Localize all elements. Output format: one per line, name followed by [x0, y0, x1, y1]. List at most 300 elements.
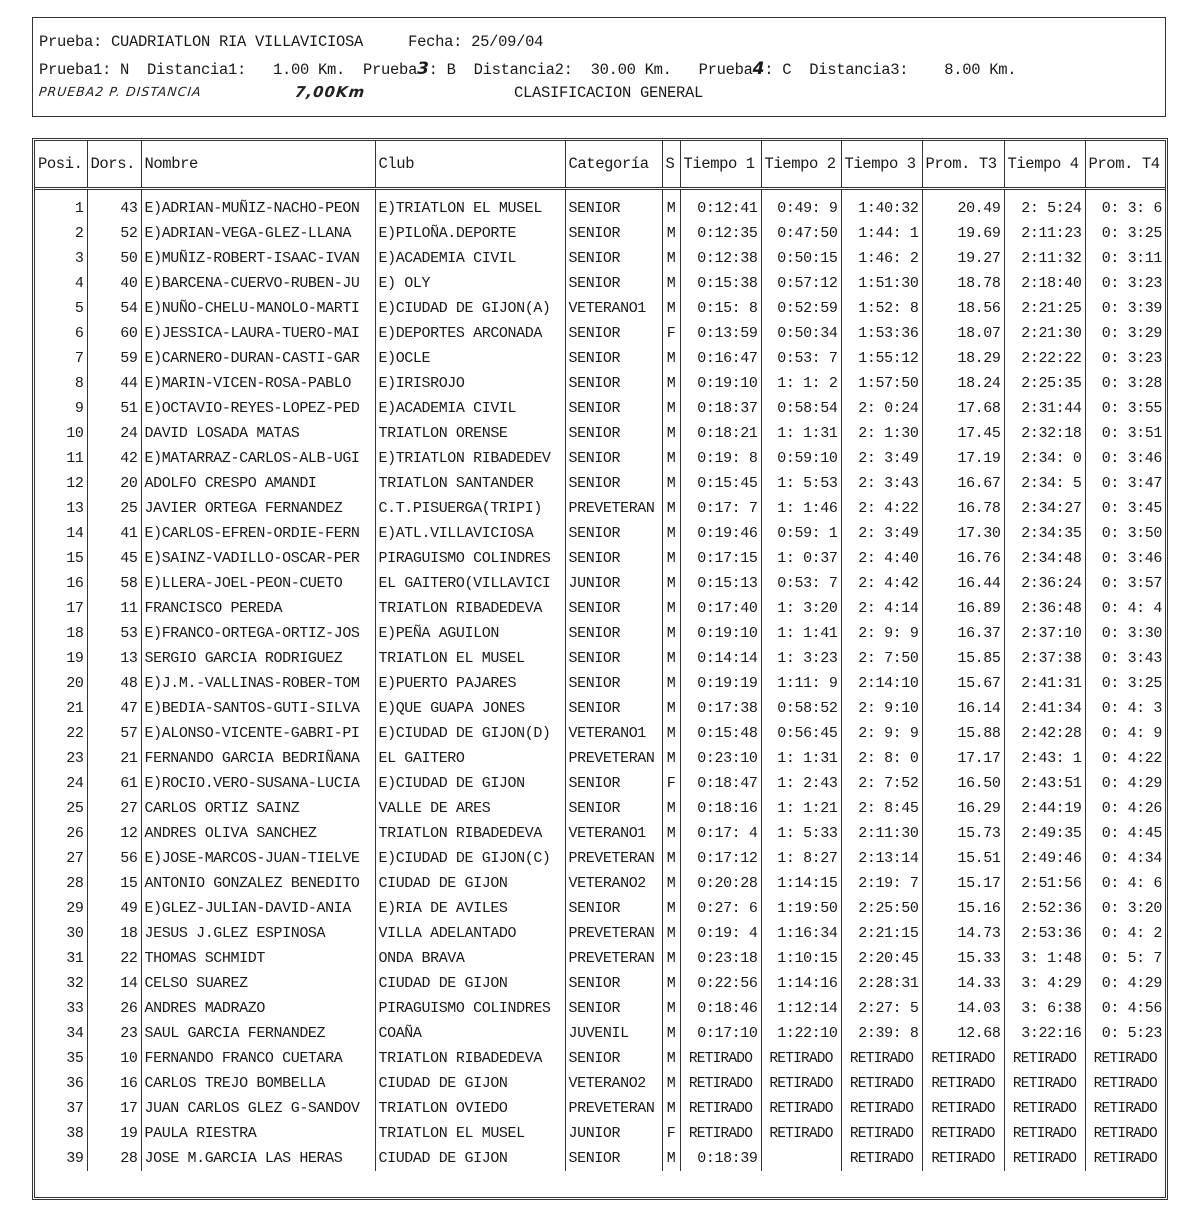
time4-cell: RETIRADO [1004, 1071, 1085, 1096]
sex-cell: M [662, 671, 680, 696]
category-cell: VETERANO2 [565, 871, 662, 896]
time2-cell: 1: 1: 2 [761, 371, 841, 396]
prueba1-distance: Prueba1: N Distancia1: 1.00 Km. Prueba [39, 61, 418, 79]
name-cell: E)J.M.-VALLINAS-ROBER-TOM [141, 671, 375, 696]
club-cell: E)OCLE [375, 346, 565, 371]
name-cell: CARLOS ORTIZ SAINZ [141, 796, 375, 821]
time4-cell: 2:18:40 [1004, 271, 1085, 296]
position-cell: 9 [35, 396, 87, 421]
time3-cell: 2: 0:24 [841, 396, 922, 421]
time2-cell: 1: 2:43 [761, 771, 841, 796]
handwritten-distance: 7,00Km [294, 83, 367, 101]
bib-cell: 42 [87, 446, 141, 471]
category-cell: SENIOR [565, 896, 662, 921]
time3-cell: 2: 7:52 [841, 771, 922, 796]
name-cell: DAVID LOSADA MATAS [141, 421, 375, 446]
column-header: Club [375, 141, 565, 189]
table-row [35, 546, 1165, 571]
sex-cell: M [662, 996, 680, 1021]
table-header-row [35, 141, 1165, 189]
club-cell: EL GAITERO [375, 746, 565, 771]
time4-cell: 2:51:56 [1004, 871, 1085, 896]
category-cell: VETERANO1 [565, 821, 662, 846]
time1-cell: 0:19:10 [680, 621, 761, 646]
time4-cell: 3:22:16 [1004, 1021, 1085, 1046]
avg3-cell: 15.51 [922, 846, 1004, 871]
position-cell: 18 [35, 621, 87, 646]
table-row [35, 721, 1165, 746]
avg4-cell: 0: 4: 2 [1101, 925, 1162, 942]
category-cell: VETERANO1 [565, 296, 662, 321]
club-cell: E)QUE GUAPA JONES [375, 696, 565, 721]
club-cell: TRIATLON RIBADEDEVA [375, 1046, 565, 1071]
sex-cell: M [662, 446, 680, 471]
table-row [35, 646, 1165, 671]
time1-cell: 0:13:59 [680, 321, 761, 346]
sex-cell: F [662, 321, 680, 346]
name-cell: JOSE M.GARCIA LAS HERAS [141, 1146, 375, 1171]
table-row [35, 496, 1165, 521]
position-cell: 21 [35, 696, 87, 721]
time4-cell: 2:11:32 [1004, 246, 1085, 271]
avg3-cell: 16.14 [922, 696, 1004, 721]
avg4-cell: 0: 4: 6 [1101, 875, 1162, 892]
time2-cell: 1: 8:27 [761, 846, 841, 871]
bib-cell: 48 [87, 671, 141, 696]
time1-cell: 0:15: 8 [680, 296, 761, 321]
avg4-cell: 0: 3:57 [1101, 575, 1162, 592]
avg4-cell: RETIRADO [1093, 1075, 1157, 1092]
time1-cell: 0:23:10 [680, 746, 761, 771]
time3-cell: RETIRADO [841, 1121, 922, 1146]
sex-cell: M [662, 296, 680, 321]
time4-cell: 3: 1:48 [1004, 946, 1085, 971]
table-row [35, 621, 1165, 646]
time3-cell: 2:25:50 [841, 896, 922, 921]
position-cell: 35 [35, 1046, 87, 1071]
time3-cell: 2: 9:10 [841, 696, 922, 721]
table-row [35, 521, 1165, 546]
sex-cell: M [662, 421, 680, 446]
time4-cell: 2:52:36 [1004, 896, 1085, 921]
table-row [35, 221, 1165, 246]
name-cell: JUAN CARLOS GLEZ G-SANDOV [141, 1096, 375, 1121]
time4-cell: 2:37:38 [1004, 646, 1085, 671]
table-row [35, 946, 1165, 971]
name-cell: JESUS J.GLEZ ESPINOSA [141, 921, 375, 946]
time3-cell: 2: 8: 0 [841, 746, 922, 771]
results-body [35, 189, 1165, 1172]
position-cell: 15 [35, 546, 87, 571]
club-cell: E)PEÑA AGUILON [375, 621, 565, 646]
time1-cell: 0:19:10 [680, 371, 761, 396]
club-cell: C.T.PISUERGA(TRIPI) [375, 496, 565, 521]
table-row [35, 596, 1165, 621]
name-cell: E)MARIN-VICEN-ROSA-PABLO [141, 371, 375, 396]
column-header: Dors. [87, 141, 141, 189]
time2-cell: 1:22:10 [761, 1021, 841, 1046]
position-cell: 8 [35, 371, 87, 396]
avg3-cell: 15.67 [922, 671, 1004, 696]
club-cell: E)PUERTO PAJARES [375, 671, 565, 696]
category-cell: SENIOR [565, 246, 662, 271]
name-cell: E)NUÑO-CHELU-MANOLO-MARTI [141, 296, 375, 321]
position-cell: 37 [35, 1096, 87, 1121]
position-cell: 29 [35, 896, 87, 921]
time3-cell: 1:53:36 [841, 321, 922, 346]
table-row [35, 996, 1165, 1021]
avg4-cell: RETIRADO [1093, 1050, 1157, 1067]
table-row [35, 821, 1165, 846]
position-cell: 7 [35, 346, 87, 371]
sex-cell: M [662, 396, 680, 421]
time4-cell: 2:53:36 [1004, 921, 1085, 946]
time2-cell: 0:59: 1 [761, 521, 841, 546]
category-cell: SENIOR [565, 471, 662, 496]
time3-cell: 2: 9: 9 [841, 621, 922, 646]
category-cell: PREVETERAN [565, 846, 662, 871]
time3-cell: 2: 1:30 [841, 421, 922, 446]
bib-cell: 21 [87, 746, 141, 771]
avg3-cell: 17.30 [922, 521, 1004, 546]
time2-cell: 0:52:59 [761, 296, 841, 321]
category-cell: PREVETERAN [565, 496, 662, 521]
time4-cell: 2:36:48 [1004, 596, 1085, 621]
time2-cell: 1: 3:20 [761, 596, 841, 621]
time2-cell: 0:53: 7 [761, 346, 841, 371]
sex-cell: M [662, 621, 680, 646]
name-cell: E)CARLOS-EFREN-ORDIE-FERN [141, 521, 375, 546]
category-cell: SENIOR [565, 771, 662, 796]
category-cell: SENIOR [565, 346, 662, 371]
time3-cell: 2: 4:42 [841, 571, 922, 596]
category-cell: SENIOR [565, 396, 662, 421]
avg4-cell: 0: 3: 6 [1101, 200, 1162, 217]
avg4-cell: 0: 3:23 [1101, 350, 1162, 367]
time2-cell: RETIRADO [761, 1121, 841, 1146]
club-cell: E)ACADEMIA CIVIL [375, 246, 565, 271]
time2-cell: 1: 0:37 [761, 546, 841, 571]
bib-cell: 44 [87, 371, 141, 396]
sex-cell: M [662, 196, 680, 221]
bib-cell: 60 [87, 321, 141, 346]
name-cell: ANDRES MADRAZO [141, 996, 375, 1021]
avg4-cell: 0: 3:39 [1101, 300, 1162, 317]
avg4-cell: 0: 3:25 [1101, 225, 1162, 242]
name-cell: THOMAS SCHMIDT [141, 946, 375, 971]
time4-cell: 2:34: 0 [1004, 446, 1085, 471]
avg4-cell: 0: 3:20 [1101, 900, 1162, 917]
table-row [35, 571, 1165, 596]
column-header: Tiempo 2 [761, 141, 841, 189]
bib-cell: 43 [87, 196, 141, 221]
table-row [35, 321, 1165, 346]
club-cell: E)PILOÑA.DEPORTE [375, 221, 565, 246]
time3-cell: RETIRADO [841, 1046, 922, 1071]
time1-cell: 0:22:56 [680, 971, 761, 996]
club-cell: E)CIUDAD DE GIJON(D) [375, 721, 565, 746]
table-row [35, 746, 1165, 771]
time3-cell: 2: 4:40 [841, 546, 922, 571]
time4-cell: 2:34: 5 [1004, 471, 1085, 496]
time4-cell: 2: 5:24 [1004, 196, 1085, 221]
time3-cell: 2:28:31 [841, 971, 922, 996]
time4-cell: 2:21:30 [1004, 321, 1085, 346]
bib-cell: 54 [87, 296, 141, 321]
time1-cell: 0:17:10 [680, 1021, 761, 1046]
bib-cell: 15 [87, 871, 141, 896]
time1-cell: 0:12:38 [680, 246, 761, 271]
time1-cell: RETIRADO [680, 1121, 761, 1146]
club-cell: CIUDAD DE GIJON [375, 1071, 565, 1096]
time1-cell: 0:14:14 [680, 646, 761, 671]
table-row [35, 1146, 1165, 1171]
table-row [35, 1096, 1165, 1121]
name-cell: ANTONIO GONZALEZ BENEDITO [141, 871, 375, 896]
bib-cell: 28 [87, 1146, 141, 1171]
time3-cell: 2: 3:49 [841, 521, 922, 546]
club-cell: ONDA BRAVA [375, 946, 565, 971]
sex-cell: M [662, 571, 680, 596]
time1-cell: RETIRADO [680, 1046, 761, 1071]
position-cell: 26 [35, 821, 87, 846]
time2-cell: 1: 5:53 [761, 471, 841, 496]
time4-cell: 2:34:27 [1004, 496, 1085, 521]
club-cell: E)CIUDAD DE GIJON(C) [375, 846, 565, 871]
time4-cell: 2:44:19 [1004, 796, 1085, 821]
name-cell: E)ROCIO.VERO-SUSANA-LUCIA [141, 771, 375, 796]
name-cell: E)OCTAVIO-REYES-LOPEZ-PED [141, 396, 375, 421]
category-cell: PREVETERAN [565, 746, 662, 771]
time3-cell: RETIRADO [841, 1146, 922, 1171]
position-cell: 28 [35, 871, 87, 896]
avg4-cell: 0: 3:45 [1101, 500, 1162, 517]
position-cell: 10 [35, 421, 87, 446]
race-title-line: Prueba: CUADRIATLON RIA VILLAVICIOSA Fecha: 25/09/04 [39, 33, 544, 51]
avg4-cell: 0: 4:22 [1101, 750, 1162, 767]
avg3-cell: 19.27 [922, 246, 1004, 271]
time4-cell: 2:49:46 [1004, 846, 1085, 871]
race-distances-line [39, 59, 1016, 79]
avg3-cell: 17.19 [922, 446, 1004, 471]
time1-cell: 0:17:38 [680, 696, 761, 721]
time4-cell: 2:34:35 [1004, 521, 1085, 546]
position-cell: 36 [35, 1071, 87, 1096]
avg3-cell: 18.07 [922, 321, 1004, 346]
bib-cell: 12 [87, 821, 141, 846]
time4-cell: 2:41:31 [1004, 671, 1085, 696]
avg3-cell: 17.68 [922, 396, 1004, 421]
position-cell: 6 [35, 321, 87, 346]
category-cell: SENIOR [565, 796, 662, 821]
category-cell: SENIOR [565, 371, 662, 396]
time1-cell: RETIRADO [680, 1071, 761, 1096]
bib-cell: 18 [87, 921, 141, 946]
avg4-cell: 0: 4:56 [1101, 1000, 1162, 1017]
time1-cell: 0:23:18 [680, 946, 761, 971]
time2-cell: 0:47:50 [761, 221, 841, 246]
table-row [35, 196, 1165, 221]
table-row [35, 896, 1165, 921]
name-cell: SAUL GARCIA FERNANDEZ [141, 1021, 375, 1046]
avg4-cell: 0: 4: 4 [1101, 600, 1162, 617]
column-header: Tiempo 1 [680, 141, 761, 189]
sex-cell: M [662, 1021, 680, 1046]
club-cell: CIUDAD DE GIJON [375, 871, 565, 896]
time4-cell: RETIRADO [1004, 1121, 1085, 1146]
category-cell: SENIOR [565, 621, 662, 646]
table-row [35, 696, 1165, 721]
time1-cell: 0:18:47 [680, 771, 761, 796]
time3-cell: 2: 3:49 [841, 446, 922, 471]
category-cell: JUVENIL [565, 1021, 662, 1046]
time4-cell: 2:22:22 [1004, 346, 1085, 371]
prueba2-distance: : B Distancia2: 30.00 Km. Prueba [428, 61, 753, 79]
club-cell: E)ACADEMIA CIVIL [375, 396, 565, 421]
time4-cell: RETIRADO [1004, 1096, 1085, 1121]
bib-cell: 41 [87, 521, 141, 546]
name-cell: FRANCISCO PEREDA [141, 596, 375, 621]
category-cell: VETERANO1 [565, 721, 662, 746]
time2-cell: 1: 5:33 [761, 821, 841, 846]
name-cell: ADOLFO CRESPO AMANDI [141, 471, 375, 496]
bib-cell: 22 [87, 946, 141, 971]
position-cell: 1 [35, 196, 87, 221]
sex-cell: M [662, 221, 680, 246]
position-cell: 39 [35, 1146, 87, 1171]
name-cell: E)CARNERO-DURAN-CASTI-GAR [141, 346, 375, 371]
avg4-cell: 0: 4: 3 [1101, 700, 1162, 717]
sex-cell: M [662, 496, 680, 521]
club-cell: EL GAITERO(VILLAVICI [375, 571, 565, 596]
prueba4-number: 4 [752, 59, 765, 79]
time2-cell: 1:16:34 [761, 921, 841, 946]
position-cell: 22 [35, 721, 87, 746]
category-cell: JUNIOR [565, 571, 662, 596]
time2-cell: 1: 1:31 [761, 421, 841, 446]
avg3-cell: 18.56 [922, 296, 1004, 321]
name-cell: E)MUÑIZ-ROBERT-ISAAC-IVAN [141, 246, 375, 271]
sex-cell: M [662, 1046, 680, 1071]
bib-cell: 24 [87, 421, 141, 446]
avg3-cell: 18.24 [922, 371, 1004, 396]
club-cell: E)RIA DE AVILES [375, 896, 565, 921]
sex-cell: M [662, 1071, 680, 1096]
position-cell: 30 [35, 921, 87, 946]
category-cell: SENIOR [565, 971, 662, 996]
time1-cell: 0:19:46 [680, 521, 761, 546]
club-cell: TRIATLON EL MUSEL [375, 646, 565, 671]
avg4-cell: 0: 4:45 [1101, 825, 1162, 842]
name-cell: PAULA RIESTRA [141, 1121, 375, 1146]
time2-cell: RETIRADO [761, 1046, 841, 1071]
club-cell: TRIATLON OVIEDO [375, 1096, 565, 1121]
sex-cell: M [662, 1096, 680, 1121]
time1-cell: 0:27: 6 [680, 896, 761, 921]
bib-cell: 59 [87, 346, 141, 371]
time4-cell: 3: 6:38 [1004, 996, 1085, 1021]
avg4-cell: 0: 4:34 [1101, 850, 1162, 867]
avg3-cell: 18.78 [922, 271, 1004, 296]
avg3-cell: 20.49 [922, 196, 1004, 221]
category-cell: SENIOR [565, 271, 662, 296]
time2-cell: 0:58:52 [761, 696, 841, 721]
time2-cell: 1: 1:21 [761, 796, 841, 821]
position-cell: 27 [35, 846, 87, 871]
avg4-cell: 0: 3:43 [1101, 650, 1162, 667]
position-cell: 13 [35, 496, 87, 521]
position-cell: 38 [35, 1121, 87, 1146]
name-cell: JAVIER ORTEGA FERNANDEZ [141, 496, 375, 521]
sex-cell: F [662, 771, 680, 796]
table-row [35, 796, 1165, 821]
category-cell: SENIOR [565, 196, 662, 221]
name-cell: E)LLERA-JOEL-PEON-CUETO [141, 571, 375, 596]
time2-cell: 0:56:45 [761, 721, 841, 746]
club-cell: E)TRIATLON RIBADEDEV [375, 446, 565, 471]
results-table-frame [32, 138, 1168, 1200]
time3-cell: 1:55:12 [841, 346, 922, 371]
time1-cell: 0:19: 8 [680, 446, 761, 471]
time1-cell: 0:15:38 [680, 271, 761, 296]
time2-cell: 0:50:15 [761, 246, 841, 271]
position-cell: 2 [35, 221, 87, 246]
table-row [35, 296, 1165, 321]
club-cell: TRIATLON RIBADEDEVA [375, 821, 565, 846]
time3-cell: 1:52: 8 [841, 296, 922, 321]
time4-cell: 2:11:23 [1004, 221, 1085, 246]
name-cell: CELSO SUAREZ [141, 971, 375, 996]
bib-cell: 10 [87, 1046, 141, 1071]
position-cell: 24 [35, 771, 87, 796]
name-cell: E)ADRIAN-MUÑIZ-NACHO-PEON [141, 196, 375, 221]
avg3-cell: RETIRADO [922, 1071, 1004, 1096]
name-cell: E)GLEZ-JULIAN-DAVID-ANIA [141, 896, 375, 921]
avg3-cell: RETIRADO [922, 1096, 1004, 1121]
position-cell: 33 [35, 996, 87, 1021]
bib-cell: 47 [87, 696, 141, 721]
avg3-cell: 14.33 [922, 971, 1004, 996]
club-cell: TRIATLON ORENSE [375, 421, 565, 446]
time2-cell: 0:53: 7 [761, 571, 841, 596]
avg3-cell: 16.67 [922, 471, 1004, 496]
time1-cell: 0:19:19 [680, 671, 761, 696]
bib-cell: 11 [87, 596, 141, 621]
avg4-cell: 0: 3:11 [1101, 250, 1162, 267]
table-row [35, 1071, 1165, 1096]
category-cell: VETERANO2 [565, 1071, 662, 1096]
table-row [35, 921, 1165, 946]
avg3-cell: 15.85 [922, 646, 1004, 671]
time1-cell: 0:17: 4 [680, 821, 761, 846]
avg4-cell: RETIRADO [1093, 1100, 1157, 1117]
column-header: Posi. [35, 141, 87, 189]
prueba3-number: 3 [417, 59, 429, 79]
time3-cell: 2:20:45 [841, 946, 922, 971]
time3-cell: 2: 7:50 [841, 646, 922, 671]
column-header: Categoría [565, 141, 662, 189]
time2-cell: 1:14:15 [761, 871, 841, 896]
avg4-cell: 0: 4: 9 [1101, 725, 1162, 742]
bib-cell: 61 [87, 771, 141, 796]
position-cell: 3 [35, 246, 87, 271]
club-cell: E)IRISROJO [375, 371, 565, 396]
sex-cell: M [662, 746, 680, 771]
name-cell: E)FRANCO-ORTEGA-ORTIZ-JOS [141, 621, 375, 646]
position-cell: 17 [35, 596, 87, 621]
sex-cell: M [662, 1146, 680, 1171]
avg3-cell: 17.17 [922, 746, 1004, 771]
